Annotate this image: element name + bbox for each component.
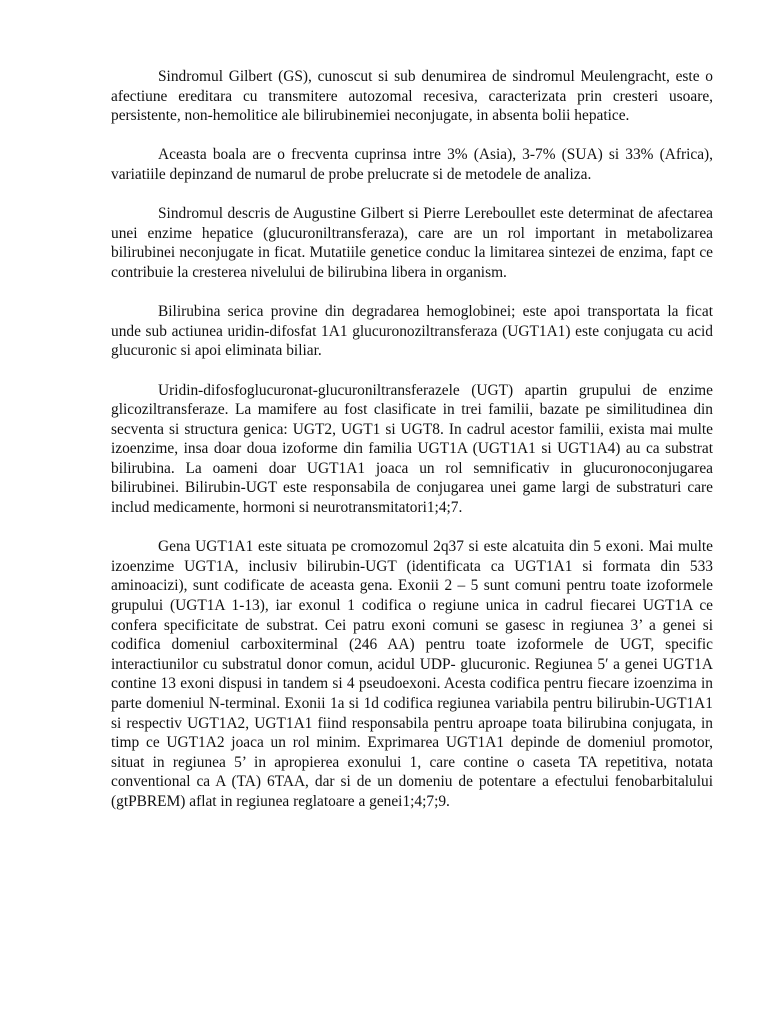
- paragraph-gilbert-definition: Sindromul Gilbert (GS), cunoscut si sub denumirea de sindromul Meulengracht, este o afectiune ereditara cu transmitere autozomal recesiva, caracterizata prin cresteri usoare, persistente, non-hemolitice ale bilirubinemiei neconjugate, in absenta bolii hepatice.: [111, 68, 713, 125]
- paragraph-ugt-families: Uridin-difosfoglucuronat-glucuroniltransferazele (UGT) apartin grupului de enzime glicoziltransferaze. La mamifere au fost clasificate in trei familii, bazate pe similitudinea din secventa si structura genica: UGT2, UGT1 si UGT8. In cadrul acestor familii, exista mai multe izoenzime, insa doar doua izoforme din familia UGT1A (UGT1A1 si UGT1A4) au ca substrat bilirubina. La oameni doar UGT1A1 joaca un rol semnificativ in glucuronoconjugarea bilirubinei. Bilirubin-UGT este responsabila de conjugarea unei game largi de substraturi care includ medicamente, hormoni si neurotransmitatori1;4;7.: [111, 381, 713, 517]
- paragraph-ugt1a1-gene: Gena UGT1A1 este situata pe cromozomul 2q37 si este alcatuita din 5 exoni. Mai multe izoenzime UGT1A, inclusiv bilirubin-UGT (identificata ca UGT1A1 si formata din 533 aminoacizi), sunt codificate de aceasta gena. Exonii 2 – 5 sunt comuni pentru toate izoformele grupului (UGT1A 1-13), iar exonul 1 codifica o regiune unica in cadrul fiecarei UGT1A ce confera specificitate de substrat. Cei patru exoni comuni se gasesc in regiunea 3’ a genei si codifica domeniul carboxiterminal (246 AA) pentru toate izoformele de UGT, specific interactiunilor cu substratul donor comun, acidul UDP- glucuronic. Regiunea 5′ a genei UGT1A contine 13 exoni dispusi in tandem si 4 pseudoexoni. Acesta codifica pentru fiecare izoenzima in parte domeniul N-terminal. Exonii 1a si 1d codifica regiunea variabila pentru bilirubin-UGT1A1 si respectiv UGT1A2, UGT1A1 fiind responsabila pentru aproape toata bilirubina conjugata, in timp ce UGT1A2 joaca un rol minim. Exprimarea UGT1A1 depinde de domeniul promotor, situat in regiunea 5’ in apropierea exonului 1, care contine o caseta TA repetitiva, notata conventional ca A (TA) 6TAA, dar si de un domeniu de potentare a efectului fenobarbitalului (gtPBREM) aflat in regiunea reglatoare a genei1;4;7;9.: [111, 538, 713, 810]
- paragraph-frequency: Aceasta boala are o frecventa cuprinsa intre 3% (Asia), 3-7% (SUA) si 33% (Africa), variatiile depinzand de numarul de probe prelucrate si de metodele de analiza.: [111, 146, 713, 183]
- paragraph-bilirubin-transport: Bilirubina serica provine din degradarea hemoglobinei; este apoi transportata la ficat unde sub actiunea uridin-difosfat 1A1 glucuronoziltransferaza (UGT1A1) este conjugata cu acid glucuronic si apoi eliminata biliar.: [111, 303, 713, 360]
- document-page: [111, 67, 713, 812]
- paragraph-enzyme-defect: Sindromul descris de Augustine Gilbert si Pierre Lereboullet este determinat de afectarea unei enzime hepatice (glucuroniltransferaza), care are un rol important in metabolizarea bilirubinei neconjugate in ficat. Mutatiile genetice conduc la limitarea sintezei de enzima, fapt ce contribuie la cresterea nivelului de bilirubina libera in organism.: [111, 205, 713, 281]
